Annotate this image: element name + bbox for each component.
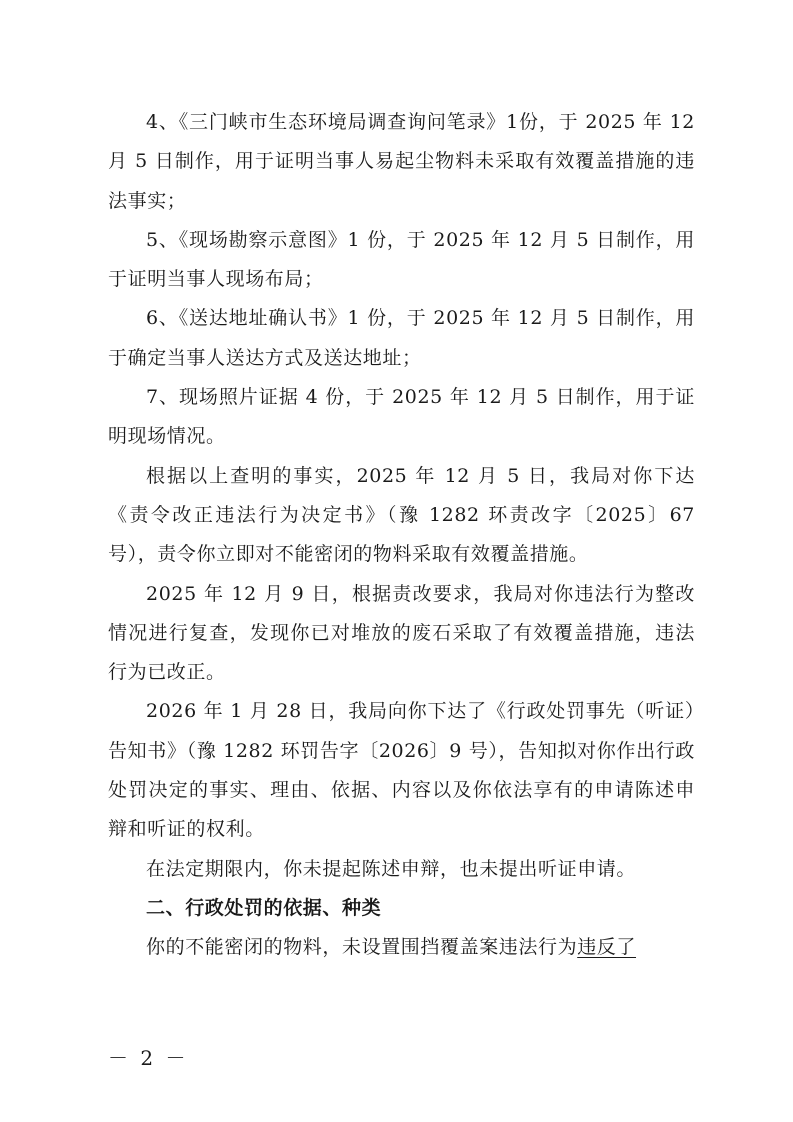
page-number: － 2 － xyxy=(108,1046,189,1070)
paragraph-legal-basis xyxy=(108,928,695,967)
paragraph-evidence-4: 4、《三门峡市生态环境局调查询问笔录》1份，于 2025 年 12 月 5 日制作，用于证明当事人易起尘物料未采取有效覆盖措施的违法事实； xyxy=(108,111,695,212)
section-heading: 二、行政处罚的依据、种类 xyxy=(146,896,382,919)
paragraph-reinspection: 2025 年 12 月 9 日，根据责改要求，我局对你违法行为整改情况进行复查，发现你已对堆放的废石采取了有效覆盖措施，违法行为已改正。 xyxy=(108,582,695,684)
document-body xyxy=(108,103,695,968)
legal-basis-underlined-text: 违反了 xyxy=(577,936,637,959)
paragraph-no-hearing: 在法定期限内，你未提起陈述申辩，也未提出听证申请。 xyxy=(146,857,637,880)
paragraph-evidence-6: 6、《送达地址确认书》1 份，于 2025 年 12 月 5 日制作，用于确定当事人送达方式及送达地址； xyxy=(108,307,695,369)
legal-basis-text: 你的不能密闭的物料，未设置围挡覆盖案违法行为 xyxy=(146,936,578,959)
paragraph-evidence-7: 7、现场照片证据 4 份，于 2025 年 12 月 5 日制作，用于证明现场情况。 xyxy=(108,386,695,448)
paragraph-evidence-5: 5、《现场勘察示意图》1 份，于 2025 年 12 月 5 日制作，用于证明当事人现场布局； xyxy=(108,228,695,291)
paragraph-prior-notice: 2026 年 1 月 28 日，我局向你下达了《行政处罚事先（听证）告知书》（豫 1282 环罚告字〔2026〕9 号），告知拟对你作出行政处罚决定的事实、理由、依据、内容以及你依法享有的申请陈述申辩和听证的权利。 xyxy=(108,700,695,841)
paragraph-order-issued: 根据以上查明的事实，2025 年 12 月 5 日，我局对你下达《责令改正违法行为决定书》（豫 1282 环责改字〔2025〕67 号），责令你立即对不能密闭的物料采取有效覆盖措施。 xyxy=(108,464,695,566)
